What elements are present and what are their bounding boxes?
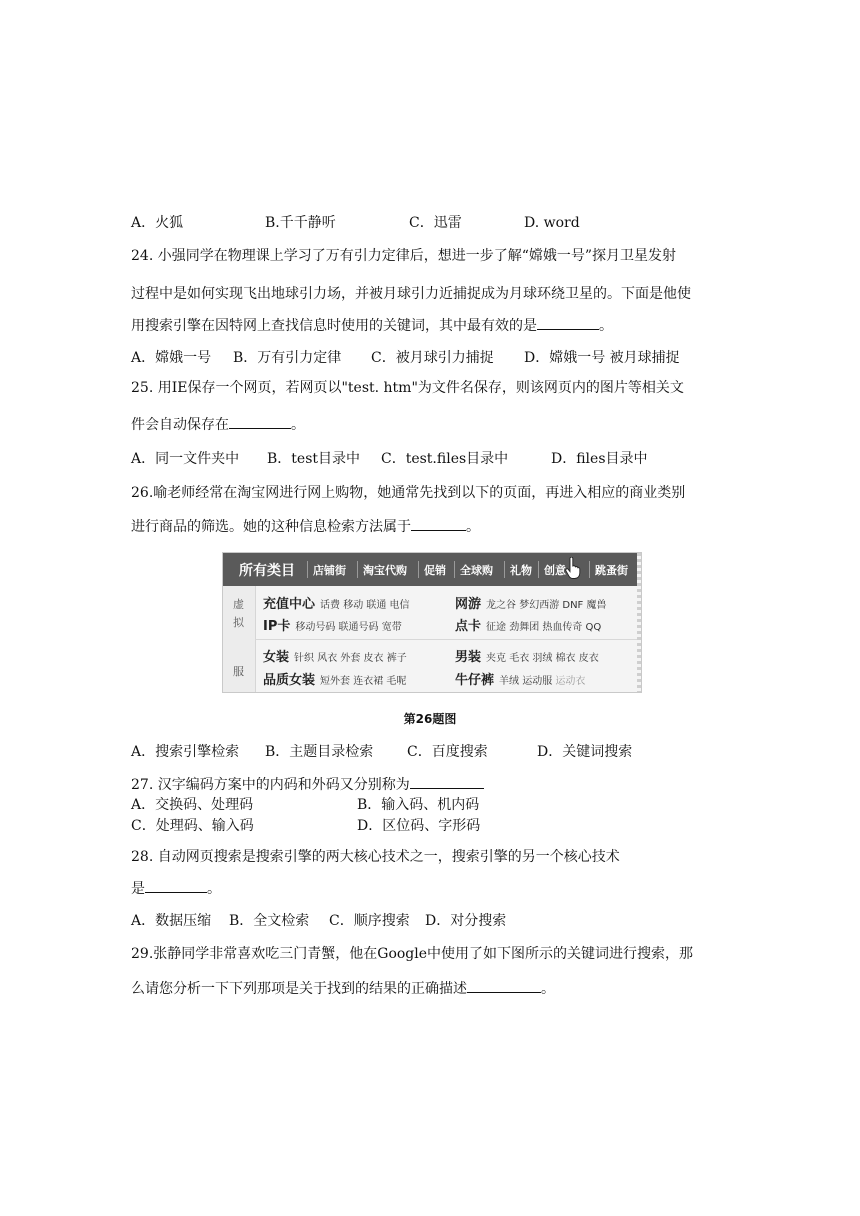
nav-separator xyxy=(307,561,308,578)
category-title: 充值中心 xyxy=(263,597,316,612)
q24-option-c: C．被月球引力捕捉 xyxy=(371,350,494,366)
category-row xyxy=(455,593,606,612)
answer-blank xyxy=(229,414,291,429)
category-title: 品质女装 xyxy=(263,673,316,688)
q24-line-3 xyxy=(131,315,613,336)
q25-option-a: A．同一文件夹中 xyxy=(131,451,240,467)
category-title: 网游 xyxy=(455,597,482,612)
answer-blank xyxy=(145,878,207,893)
q25-option-d: D．files目录中 xyxy=(551,451,648,467)
hand-cursor-icon xyxy=(565,557,581,579)
q24-option-b: B．万有引力定律 xyxy=(233,350,342,366)
nav-separator xyxy=(504,561,505,578)
q25-line-2-end: 。 xyxy=(291,417,305,433)
category-title: 女装 xyxy=(263,650,290,665)
q27-line-1-text: 27. 汉字编码方案中的内码和外码又分别称为 xyxy=(131,777,410,793)
q24-option-a: A．嫦娥一号 xyxy=(131,350,212,366)
q28-line-1: 28. 自动网页搜索是搜索引擎的两大核心技术之一，搜索引擎的另一个核心技术 xyxy=(131,849,620,865)
q26-option-d: D．关键词搜索 xyxy=(537,744,633,760)
q25-option-b: B．test目录中 xyxy=(267,451,361,467)
q25-line-2-text: 件会自动保存在 xyxy=(131,417,229,433)
torn-edge xyxy=(637,553,641,692)
nav-item: 创意 xyxy=(544,564,566,577)
category-title: 点卡 xyxy=(455,619,482,634)
nav-separator xyxy=(454,561,455,578)
category-row xyxy=(455,615,601,634)
q24-line-3-end: 。 xyxy=(599,318,613,334)
category-row xyxy=(455,669,585,688)
q29-line-2 xyxy=(131,978,555,999)
q27-option-a: A．交换码、处理码 xyxy=(131,797,254,813)
q26-option-c: C．百度搜索 xyxy=(407,744,488,760)
nav-item: 全球购 xyxy=(460,564,493,577)
q23-option-c: C．迅雷 xyxy=(409,215,462,231)
q23-option-b: B.千千静听 xyxy=(265,215,336,231)
q26-option-b: B．主题目录检索 xyxy=(265,744,374,760)
category-items: 龙之谷 梦幻西游 DNF 魔兽 xyxy=(486,600,607,611)
q29-line-2-end: 。 xyxy=(541,981,555,997)
nav-item: 店铺街 xyxy=(313,564,346,577)
category-items: 羊绒 运动服 xyxy=(499,676,553,687)
category-title: 牛仔裤 xyxy=(455,673,495,688)
q28-option-a: A．数据压缩 xyxy=(131,913,212,929)
category-items: 短外套 连衣裙 毛呢 xyxy=(320,676,407,687)
nav-separator xyxy=(589,561,590,578)
side-label: 服 xyxy=(233,665,244,678)
answer-blank xyxy=(537,315,599,330)
category-row xyxy=(455,646,599,665)
side-label: 拟 xyxy=(233,616,244,629)
category-items: 夹克 毛衣 羽绒 棉衣 皮衣 xyxy=(486,653,599,664)
nav-item: 促销 xyxy=(424,564,446,577)
q28-line-2 xyxy=(131,878,221,899)
nav-item: 淘宝代购 xyxy=(363,564,407,577)
q26-line-2-end: 。 xyxy=(466,519,480,535)
q28-line-2-end: 。 xyxy=(207,881,221,897)
q29-line-2-text: 么请您分析一下下列那项是关于找到的结果的正确描述 xyxy=(131,981,467,997)
nav-separator xyxy=(418,561,419,578)
category-nav-bar xyxy=(223,553,641,586)
nav-separator xyxy=(357,561,358,578)
q23-option-d: D. word xyxy=(524,215,580,231)
q28-option-b: B．全文检索 xyxy=(229,913,310,929)
nav-item: 跳蚤街 xyxy=(595,564,628,577)
category-title: 男装 xyxy=(455,650,482,665)
answer-blank xyxy=(411,516,466,531)
category-row xyxy=(263,646,407,665)
q26-line-2 xyxy=(131,516,480,537)
q23-option-a: A．火狐 xyxy=(131,215,184,231)
q27-line-1 xyxy=(131,774,484,795)
q27-option-b: B．输入码、机内码 xyxy=(357,797,480,813)
q27-option-c: C．处理码、输入码 xyxy=(131,818,254,834)
nav-separator xyxy=(538,561,539,578)
q26-line-2-text: 进行商品的筛选。她的这种信息检索方法属于 xyxy=(131,519,411,535)
q29-line-1: 29.张静同学非常喜欢吃三门青蟹，他在Google中使用了如下图所示的关键词进行搜索，那 xyxy=(131,946,694,962)
category-items: 针织 风衣 外套 皮衣 裤子 xyxy=(294,653,407,664)
side-label: 虚 xyxy=(233,598,244,611)
category-row xyxy=(263,669,406,688)
answer-blank xyxy=(467,978,541,993)
category-items: 话费 移动 联通 电信 xyxy=(320,600,410,611)
q26-option-a: A．搜索引擎检索 xyxy=(131,744,240,760)
q25-line-2 xyxy=(131,414,305,435)
q25-line-1: 25. 用IE保存一个网页，若网页以"test. htm"为文件名保存，则该网页内的图片等相关文 xyxy=(131,380,684,396)
category-row xyxy=(263,593,410,612)
q24-option-d: D．嫦娥一号 被月球捕捉 xyxy=(524,350,680,366)
q28-option-c: C．顺序搜索 xyxy=(329,913,410,929)
category-items-grey: 运动衣 xyxy=(555,676,586,687)
q27-option-d: D．区位码、字形码 xyxy=(357,818,481,834)
q25-option-c: C．test.files目录中 xyxy=(381,451,509,467)
answer-blank xyxy=(410,774,484,789)
divider xyxy=(255,639,641,640)
q24-line-2: 过程中是如何实现飞出地球引力场，并被月球引力近捕捉成为月球环绕卫星的。下面是他使 xyxy=(131,286,691,302)
figure-caption: 第26题图 xyxy=(403,712,457,726)
category-title: IP卡 xyxy=(263,619,291,634)
q24-line-3-text: 用搜索引擎在因特网上查找信息时使用的关键词，其中最有效的是 xyxy=(131,318,537,334)
nav-item: 礼物 xyxy=(510,564,532,577)
taobao-category-figure xyxy=(222,552,642,693)
q28-option-d: D．对分搜索 xyxy=(425,913,507,929)
nav-all-categories: 所有类目 xyxy=(239,563,295,579)
category-items: 移动号码 联通号码 宽带 xyxy=(295,622,402,633)
q24-line-1: 24. 小强同学在物理课上学习了万有引力定律后，想进一步了解“嫦娥一号”探月卫星发射 xyxy=(131,248,677,264)
category-items: 征途 劲舞团 热血传奇 QQ xyxy=(486,622,602,633)
category-row xyxy=(263,615,402,634)
category-sidebar xyxy=(223,586,256,692)
q26-line-1: 26.喻老师经常在淘宝网进行网上购物，她通常先找到以下的页面，再进入相应的商业类别 xyxy=(131,485,686,501)
q28-line-2-text: 是 xyxy=(131,881,145,897)
